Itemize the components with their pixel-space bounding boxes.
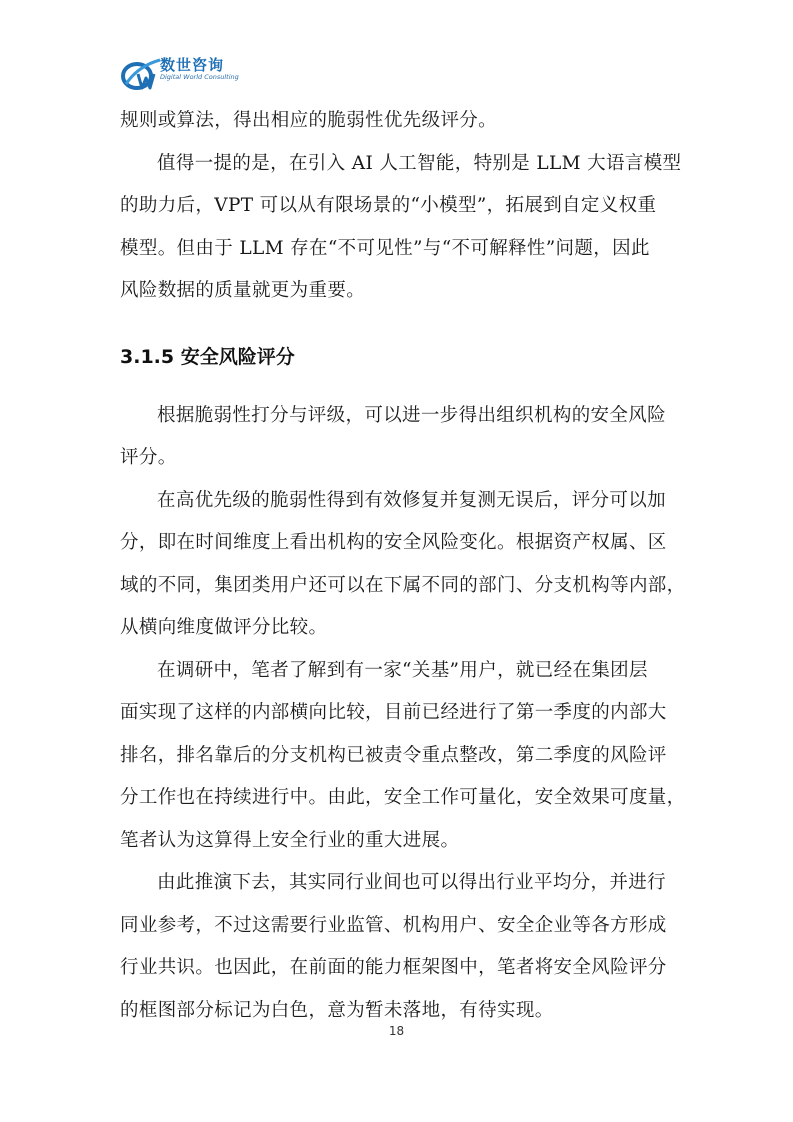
text-line: 由此推演下去，其实同行业间也可以得出行业平均分，并进行 [157, 872, 666, 893]
text-line: 模型。但由于 LLM 存在“不可见性”与“不可解释性”问题，因此 [120, 237, 650, 259]
paragraph-6 [120, 862, 680, 1032]
text-line: 规则或算法，得出相应的脆弱性优先级评分。 [120, 110, 498, 131]
text-line: 根据脆弱性打分与评级，可以进一步得出组织机构的安全风险 [157, 404, 666, 426]
text-line: 同业参考，不过这需要行业监管、机构用户、安全企业等各方形成 [120, 914, 667, 936]
logo-name: 数世咨询 [160, 56, 225, 74]
text-line: 分，即在时间维度上看出机构的安全风险变化。根据资产权属、区 [120, 532, 667, 553]
paragraph-3 [120, 395, 680, 480]
text-line: 评分。 [120, 447, 177, 468]
page-number: 18 [388, 1024, 405, 1038]
company-logo [120, 54, 240, 96]
paragraph-5 [120, 650, 686, 863]
text-line: 在调研中，笔者了解到有一家“关基”用户，就已经在集团层 [157, 659, 648, 681]
text-line: 的助力后，VPT 可以从有限场景的“小模型”，拓展到自定义权重 [120, 195, 657, 216]
text-line: 在高优先级的脆弱性得到有效修复并复测无误后，评分可以加 [157, 489, 666, 511]
section-heading: 3.1.5 安全风险评分 [120, 345, 295, 368]
text-line: 域的不同，集团类用户还可以在下属不同的部门、分支机构等内部， [120, 574, 686, 596]
logo-dw-emblem-icon [120, 54, 164, 96]
text-line: 面实现了这样的内部横向比较，目前已经进行了第一季度的内部大 [120, 702, 667, 723]
paragraph-2 [120, 143, 680, 313]
text-line: 风险数据的质量就更为重要。 [120, 280, 366, 301]
page-content [120, 100, 686, 1032]
paragraph-4 [120, 480, 686, 650]
paragraph-1 [120, 100, 680, 143]
text-line: 排名，排名靠后的分支机构已被责令重点整改，第二季度的风险评 [120, 744, 667, 766]
text-line: 值得一提的是，在引入 AI 人工智能，特别是 LLM 大语言模型 [157, 152, 682, 174]
text-line: 的框图部分标记为白色，意为暂未落地，有待实现。 [120, 999, 554, 1021]
text-line: 笔者认为这算得上安全行业的重大进展。 [120, 829, 460, 851]
text-line: 行业共识。也因此，在前面的能力框架图中，笔者将安全风险评分 [120, 957, 667, 978]
text-line: 分工作也在持续进行中。由此，安全工作可量化，安全效果可度量， [120, 787, 686, 808]
logo-subtitle: Digital World Consulting [160, 73, 239, 81]
text-line: 从横向维度做评分比较。 [120, 617, 328, 638]
